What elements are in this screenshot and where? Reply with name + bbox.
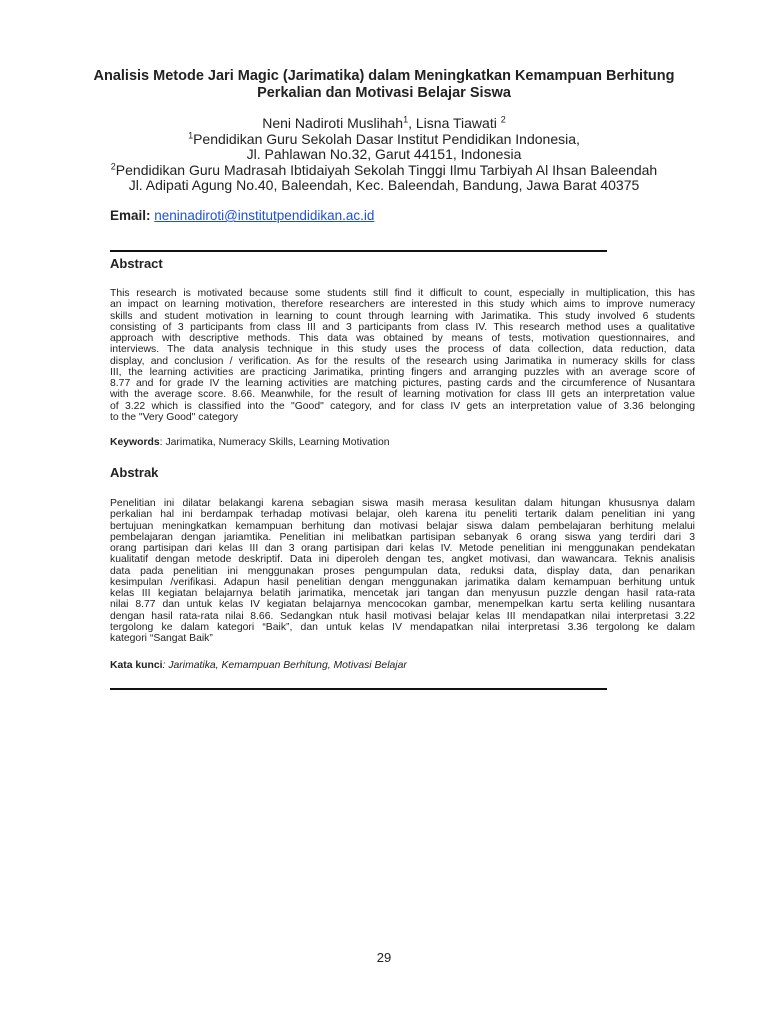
paragraph-line: with the average score. 8.66. Meanwhile, for the result of learning motivation for class III gets an interpretation value xyxy=(110,389,695,401)
paragraph-line: kualitatif dengan metode deskriptif. Data ini diperoleh dengan tes, angket motivasi, dan wawancara. Teknis analisis xyxy=(110,554,695,566)
paragraph-line: kelas III kegiatan belajarnya belatih jarimatika, mencetak jari tangan dan menyusun puzzle dengan hasil rata-rata xyxy=(110,588,695,599)
affiliation-1-text: Pendidikan Guru Sekolah Dasar Institut Pendidikan Indonesia, xyxy=(193,130,580,147)
paragraph-line: tergolong ke dalam kategori “Baik”, dan untuk kelas IV mendapatkan nilai interpretasi 3.36 tergolong ke dalam xyxy=(110,621,695,633)
kata-kunci-label: Kata kunci xyxy=(110,660,163,671)
author-1-sup: 1 xyxy=(403,114,409,125)
paragraph-line: III, the learning activities are practicing Jarimatika, printing fingers and arranging puzzles with an average score of xyxy=(110,366,695,378)
email-link[interactable]: neninadiroti@institutpendidikan.ac.id xyxy=(154,208,375,223)
paragraph-line: an impact on learning motivation, therefore researchers are interested in this study which aims to improve numeracy xyxy=(110,299,695,311)
paragraph-line: skills and student motivation in learning to count through learning with Jarimatika. This study involved 6 students xyxy=(110,310,695,322)
email-label: Email: xyxy=(110,208,151,223)
paragraph-line: orang partisipan dari kelas III dan 3 orang partisipan dari kelas IV. Metode penelitian ini menggunakan pendekatan xyxy=(110,543,695,554)
paper-title xyxy=(60,68,708,102)
top-divider xyxy=(110,250,607,252)
paragraph-line: approach with descriptive methods. This data was obtained by means of tests, motivation questionnaires, and xyxy=(110,333,695,344)
paragraph-line: kesimpulan /verifikasi. Adapun hasil penelitian dengan menggunakan jarimatika dalam kemampuan berhitung untuk xyxy=(110,576,695,588)
abstract-keywords xyxy=(110,437,390,448)
affiliation-2-line-2: Jl. Adipati Agung No.40, Baleendah, Kec. Baleendah, Bandung, Jawa Barat 40375 xyxy=(128,177,640,193)
affiliation-1-line-2: Jl. Pahlawan No.32, Garut 44151, Indonesia xyxy=(246,146,522,162)
affiliation-1-sup: 1 xyxy=(188,129,194,140)
abstrak-body xyxy=(110,498,695,644)
paragraph-line: dengan hasil rata-rata nilai 8.66. Sedangkan ntuk hasil motivasi belajar kelas III mendapatkan nilai interpretasi 3.22 xyxy=(110,610,695,622)
paragraph-line: Penelitian ini dilatar belakangi karena sebagian siswa masih merasa kesulitan dalam hitungan khususnya dalam xyxy=(110,498,695,509)
author-2-sup: 2 xyxy=(500,114,506,125)
paragraph-line: pembelajaran dengan jariamtika. Penelitian ini melibatkan partisipan sebanyak 6 orang siswa yang terdiri dari 3 xyxy=(110,531,695,543)
paragraph-line: 8.77 and for grade IV the learning activities are matching pictures, pasting cards and the circumference of Nusantara xyxy=(110,378,695,389)
abstract-body xyxy=(110,288,695,423)
email-line xyxy=(110,208,374,223)
abstract-heading: Abstract xyxy=(110,256,163,271)
paragraph-line: consisting of 3 participants from class III and 3 participants from class IV. This research method uses a qualitative xyxy=(110,321,695,333)
affiliation-2-text: Pendidikan Guru Madrasah Ibtidaiyah Sekolah Tinggi Ilmu Tarbiyah Al Ihsan Baleendah xyxy=(115,161,658,178)
paragraph-line: to the "Very Good" category xyxy=(110,411,239,423)
affiliation-2-sup: 2 xyxy=(110,160,116,171)
title-line-1: Analisis Metode Jari Magic (Jarimatika) dalam Meningkatkan Kemampuan Berhitung xyxy=(93,68,675,84)
paragraph-line: nilai 8.77 dan untuk kelas IV kegiatan belajarnya mencocokan gambar, menempelkan kartu serta keliling nusantara xyxy=(110,599,695,611)
affiliation-2-line-1 xyxy=(40,160,728,179)
author-1-name: Neni Nadiroti Muslihah xyxy=(262,115,404,131)
kata-kunci-text: : Jarimatika, Kemampuan Berhitung, Motivasi Belajar xyxy=(162,660,407,671)
title-line-2: Perkalian dan Motivasi Belajar Siswa xyxy=(257,85,511,101)
bottom-divider xyxy=(110,688,607,690)
paragraph-line: display, and conclusion / verification. As for the results of the research using Jarimatika in numeracy skills for class xyxy=(110,355,695,367)
keywords-label: Keywords xyxy=(110,437,160,448)
paragraph-line: kategori “Sangat Baik” xyxy=(110,633,213,644)
author-names xyxy=(40,116,728,132)
abstrak-keywords xyxy=(110,660,407,671)
paragraph-line: interviews. The data analysis technique in this study uses the process of data collection, data reduction, data xyxy=(110,344,695,356)
keywords-text: : Jarimatika, Numeracy Skills, Learning Motivation xyxy=(159,437,390,448)
paragraph-line: of 3.22 which is classified into the "Good" category, and for class IV gets an interpretation value of 3.36 belonging xyxy=(110,400,695,412)
paragraph-line: bertujuan meningkatkan kemampuan berhitung dan motivasi belajar siswa dalam pembelajaran berhitung melalui xyxy=(110,520,695,532)
author-2-name: , Lisna Tiawati xyxy=(408,115,501,131)
paragraph-line: perkalian hal ini berdampak terhadap motivasi belajar, oleh karena itu peneliti tertarik dalam penelitian ini yang xyxy=(110,509,695,521)
paragraph-line: This research is motivated because some students still find it difficult to count, especially in multiplication, this has xyxy=(110,288,695,299)
abstrak-heading: Abstrak xyxy=(110,465,159,480)
page-number: 29 xyxy=(376,950,392,965)
author-block xyxy=(40,116,728,194)
affiliation-1-line-1 xyxy=(40,129,728,148)
paragraph-line: data pada penelitian ini menggunakan proses pengumpulan data, reduksi data, display data, dan penarikan xyxy=(110,565,695,577)
